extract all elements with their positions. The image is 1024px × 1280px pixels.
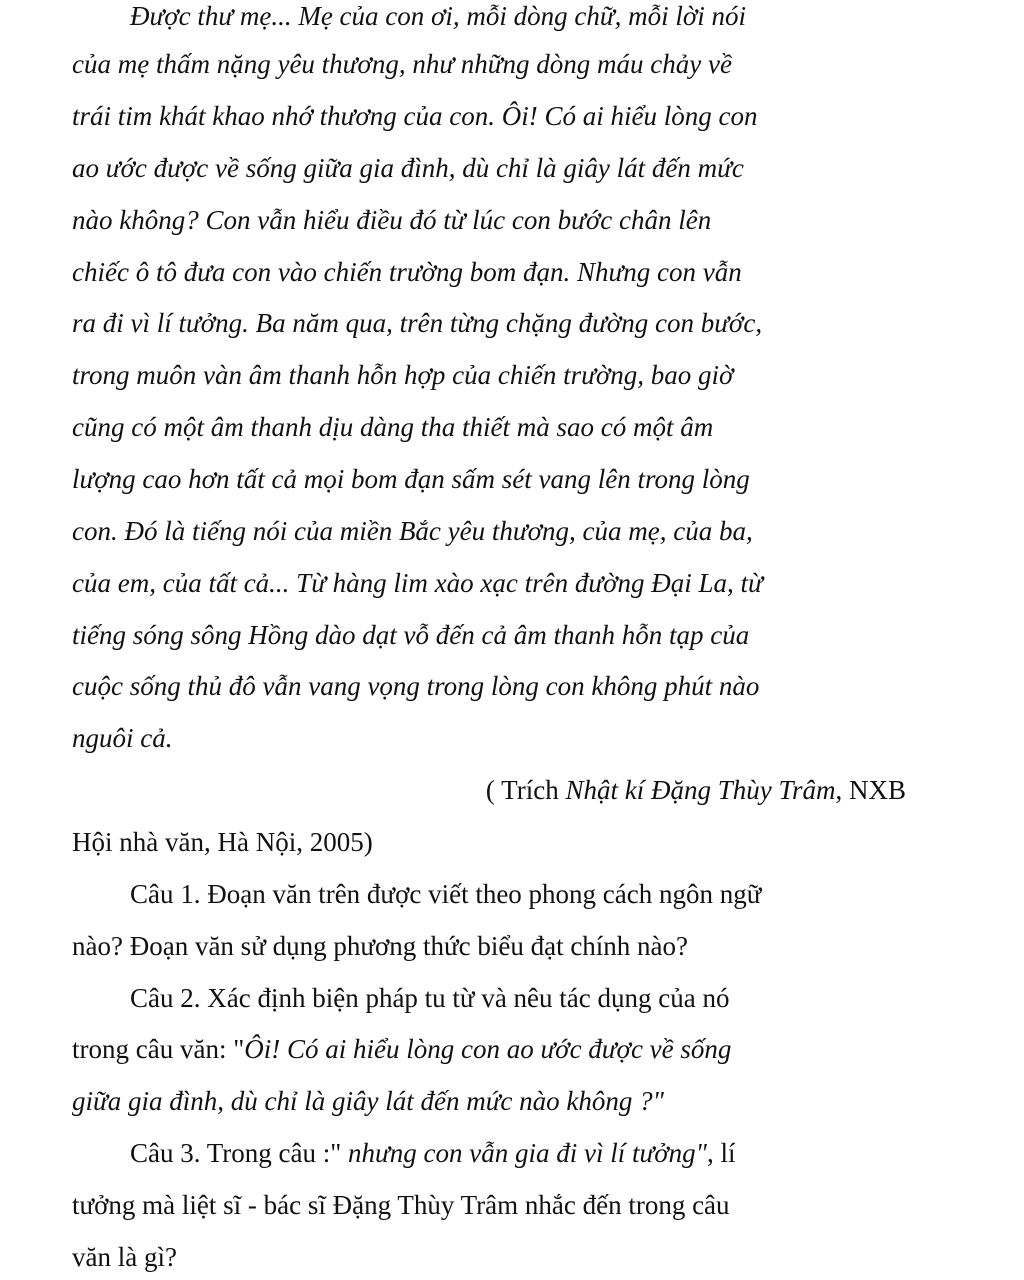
passage-line: ra đi vì lí tưởng. Ba năm qua, trên từng chặng đường con bước, [72, 308, 763, 338]
passage-line: nào không? Con vẫn hiểu điều đó từ lúc con bước chân lên [72, 205, 712, 235]
passage-line: trái tim khát khao nhớ thương của con. Ôi! Có ai hiểu lòng con [72, 101, 758, 131]
question-line: tưởng mà liệt sĩ - bác sĩ Đặng Thùy Trâm nhắc đến trong câu [72, 1190, 730, 1220]
citation-suffix: , NXB [835, 775, 906, 805]
citation-line [486, 774, 906, 806]
question-line: nào? Đoạn văn sử dụng phương thức biểu đạt chính nào? [72, 931, 689, 961]
question-line: văn là gì? [72, 1242, 177, 1272]
passage-line: lượng cao hơn tất cả mọi bom đạn sấm sét vang lên trong lòng [72, 464, 750, 494]
question-2-quote-end: giữa gia đình, dù chỉ là giây lát đến mức nào không ?" [72, 1086, 664, 1116]
question-line [72, 1033, 731, 1065]
passage-line: cũng có một âm thanh dịu dàng tha thiết mà sao có một âm [72, 412, 714, 442]
question-line: Câu 1. Đoạn văn trên được viết theo phong cách ngôn ngữ [130, 879, 762, 909]
passage-line: của em, của tất cả... Từ hàng lim xào xạc trên đường Đại La, từ [72, 568, 763, 598]
citation-publisher: Hội nhà văn, Hà Nội, 2005) [72, 827, 373, 857]
passage-line: Được thư mẹ... Mẹ của con ơi, mỗi dòng chữ, mỗi lời nói [130, 1, 747, 31]
passage-line: nguôi cả. [72, 723, 173, 753]
question-line [130, 1137, 735, 1169]
passage-line: chiếc ô tô đưa con vào chiến trường bom đạn. Nhưng con vẫn [72, 257, 742, 287]
question-3-suffix: , lí [706, 1138, 736, 1168]
passage-line: cuộc sống thủ đô vẫn vang vọng trong lòng con không phút nào [72, 671, 760, 701]
passage-line: ao ước được về sống giữa gia đình, dù chỉ là giây lát đến mức [72, 153, 744, 183]
citation-title: Nhật kí Đặng Thùy Trâm [565, 775, 836, 805]
question-3-quote: nhưng con vẫn gia đi vì lí tưởng" [341, 1138, 707, 1168]
passage-line: của mẹ thấm nặng yêu thương, như những dòng máu chảy về [72, 49, 732, 79]
question-3-prefix: Câu 3. Trong câu :" [130, 1138, 342, 1168]
citation-prefix: ( Trích [485, 775, 566, 805]
question-line: Câu 2. Xác định biện pháp tu từ và nêu tác dụng của nó [130, 983, 730, 1013]
question-2-prefix: trong câu văn: " [72, 1034, 245, 1064]
passage-line: con. Đó là tiếng nói của miền Bắc yêu thương, của mẹ, của ba, [72, 516, 753, 546]
question-2-quote: Ôi! Có ai hiểu lòng con ao ước được về sống [244, 1034, 732, 1064]
passage-line: trong muôn vàn âm thanh hỗn hợp của chiến trường, bao giờ [72, 360, 734, 390]
passage-line: tiếng sóng sông Hồng dào dạt vỗ đến cả âm thanh hỗn tạp của [72, 620, 750, 650]
